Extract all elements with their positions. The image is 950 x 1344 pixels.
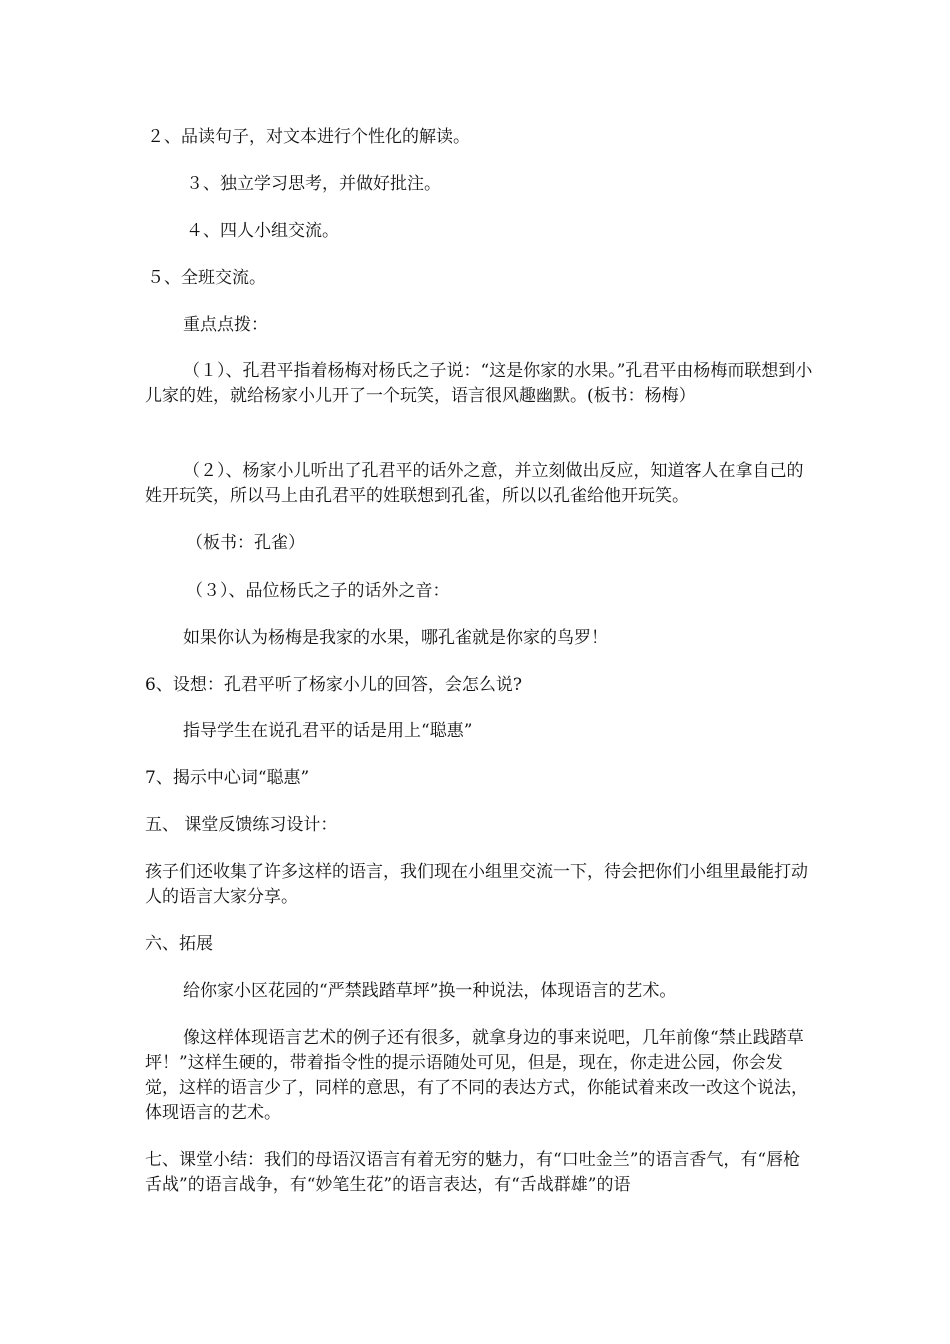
paragraph-collect: 孩子们还收集了许多这样的语言，我们现在小组里交流一下，待会把你们小组里最能打动人的语言大家分享。	[145, 862, 808, 907]
paragraph-step-5: ５、全班交流。	[147, 268, 266, 288]
paragraph-section-7: 七、课堂小结：我们的母语汉语言有着无穷的魅力，有“口吐金兰”的语言香气，有“唇枪舌战”的语言战争，有“妙笔生花”的语言表达，有“舌战群雄”的语	[145, 1150, 801, 1195]
paragraph-board-note: （板书：孔雀）	[186, 533, 305, 553]
paragraph-point-1: （１）、孔君平指着杨梅对杨氏之子说：“这是你家的水果。”孔君平由杨梅而联想到小儿家的姓，就给杨家小儿开了一个玩笑，语言很风趣幽默。(板书：杨梅）	[145, 361, 813, 406]
paragraph-step-7: 7、揭示中心词“聪惠”	[145, 768, 310, 788]
paragraph-section-6: 六、拓展	[145, 934, 213, 954]
paragraph-extension-task: 给你家小区花园的“严禁践踏草坪”换一种说法，体现语言的艺术。	[183, 981, 677, 1001]
paragraph-section-5: 五、 课堂反馈练习设计：	[145, 815, 338, 835]
paragraph-step-4: ４、四人小组交流。	[186, 221, 339, 241]
paragraph-guidance: 指导学生在说孔君平的话是用上“聪惠”	[183, 721, 473, 741]
paragraph-step-2: ２、品读句子，对文本进行个性化的解读。	[147, 127, 470, 147]
paragraph-key-points: 重点点拨：	[183, 315, 268, 335]
paragraph-point-2: （２）、杨家小儿听出了孔君平的话外之意，并立刻做出反应，知道客人在拿自己的姓开玩笑，所以马上由孔君平的姓联想到孔雀，所以以孔雀给他开玩笑。	[145, 461, 804, 506]
paragraph-step-6: 6、设想：孔君平听了杨家小儿的回答，会怎么说?	[145, 675, 522, 695]
paragraph-extension-example: 像这样体现语言艺术的例子还有很多，就拿身边的事来说吧，几年前像“禁止践踏草坪！”这样生硬的，带着指令性的提示语随处可见，但是，现在，你走进公园，你会发觉，这样的语言少了，同样的意思，有了不同的表达方式，你能试着来改一改这个说法，体现语言的艺术。	[145, 1028, 808, 1123]
paragraph-quote: 如果你认为杨梅是我家的水果，哪孔雀就是你家的鸟罗！	[183, 628, 608, 648]
paragraph-step-3: ３、独立学习思考，并做好批注。	[186, 174, 441, 194]
paragraph-point-3: （３）、品位杨氏之子的话外之音：	[186, 581, 450, 601]
